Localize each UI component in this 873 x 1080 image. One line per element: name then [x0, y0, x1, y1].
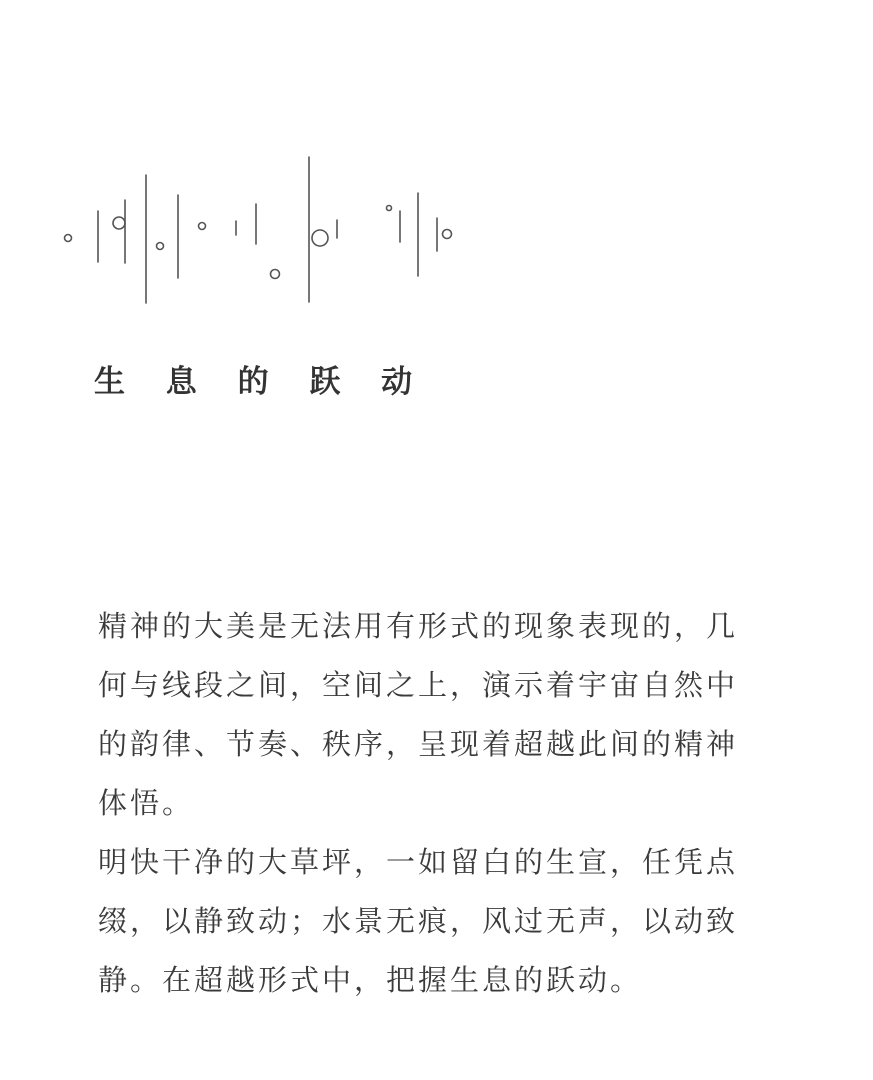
art-circle — [387, 206, 392, 211]
art-circle — [113, 217, 125, 229]
art-circle — [65, 235, 72, 242]
art-circle — [199, 223, 206, 230]
art-circle — [443, 230, 452, 239]
body-paragraph: 明快干净的大草坪，一如留白的生宣，任凭点缀，以静致动；水景无痕，风过无声，以动致静。在超越形式中，把握生息的跃动。 — [98, 845, 739, 997]
body-text — [98, 597, 738, 1010]
body-paragraph: 精神的大美是无法用有形式的现象表现的，几何与线段之间，空间之上，演示着宇宙自然中的韵律、节奏、秩序，呈现着超越此间的精神体悟。 — [98, 609, 739, 820]
art-circle — [312, 230, 328, 246]
art-circle — [157, 243, 164, 250]
art-circle — [271, 270, 280, 279]
page-title: 生 息 的 跃 动 — [94, 364, 428, 400]
line-and-circle-artwork — [0, 0, 873, 330]
